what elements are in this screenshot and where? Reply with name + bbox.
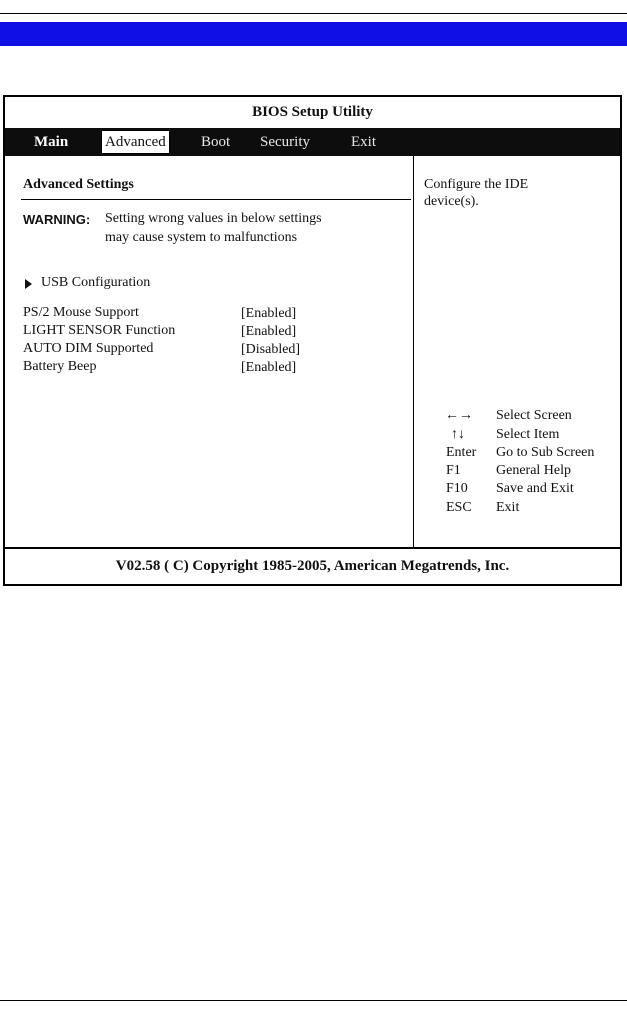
key-name: Enter [446, 445, 477, 460]
key-action: Exit [496, 500, 520, 515]
page-top-rule [0, 13, 627, 14]
menu-security[interactable]: Security [260, 134, 310, 150]
menu-boot[interactable]: Boot [201, 134, 231, 150]
key-name: F10 [446, 481, 468, 496]
key-action: General Help [496, 463, 572, 478]
warning-label: WARNING: [23, 212, 91, 227]
key-action: Select Screen [496, 408, 572, 423]
key-action: Go to Sub Screen [496, 445, 595, 460]
help-text-line2: device(s). [424, 194, 479, 209]
header-blue-bar [0, 22, 627, 46]
menu-exit[interactable]: Exit [351, 134, 376, 150]
setting-value[interactable]: [Disabled] [241, 342, 301, 357]
menu-bar [5, 128, 620, 156]
up-down-arrows-icon: ↑↓ [451, 427, 465, 442]
left-right-arrows-icon: ←→ [445, 408, 473, 423]
submenu-arrow-icon [25, 279, 32, 289]
menu-main[interactable]: Main [34, 134, 69, 150]
bios-title: BIOS Setup Utility [252, 104, 373, 120]
key-name: F1 [446, 463, 461, 478]
section-title: Advanced Settings [23, 177, 134, 192]
warning-text-line2: may cause system to malfunctions [105, 230, 298, 245]
copyright-footer: V02.58 ( C) Copyright 1985-2005, American Megatrends, Inc. [115, 558, 510, 574]
setting-value[interactable]: [Enabled] [241, 324, 297, 339]
key-name: ESC [446, 500, 472, 515]
key-action: Save and Exit [496, 481, 574, 496]
bios-window [3, 95, 622, 586]
setting-name: Battery Beep [23, 359, 97, 374]
setting-name: AUTO DIM Supported [23, 341, 154, 356]
page-bottom-rule [0, 1000, 627, 1001]
setting-value[interactable]: [Enabled] [241, 306, 297, 321]
key-action: Select Item [496, 427, 560, 442]
warning-text-line1: Setting wrong values in below settings [105, 211, 322, 226]
setting-name: PS/2 Mouse Support [23, 305, 139, 320]
help-text-line1: Configure the IDE [424, 177, 529, 192]
setting-name: LIGHT SENSOR Function [23, 323, 176, 338]
section-rule [21, 199, 411, 200]
submenu-label: USB Configuration [41, 275, 151, 290]
setting-value[interactable]: [Enabled] [241, 360, 297, 375]
menu-advanced[interactable]: Advanced [101, 130, 170, 154]
panel-divider [413, 156, 414, 547]
